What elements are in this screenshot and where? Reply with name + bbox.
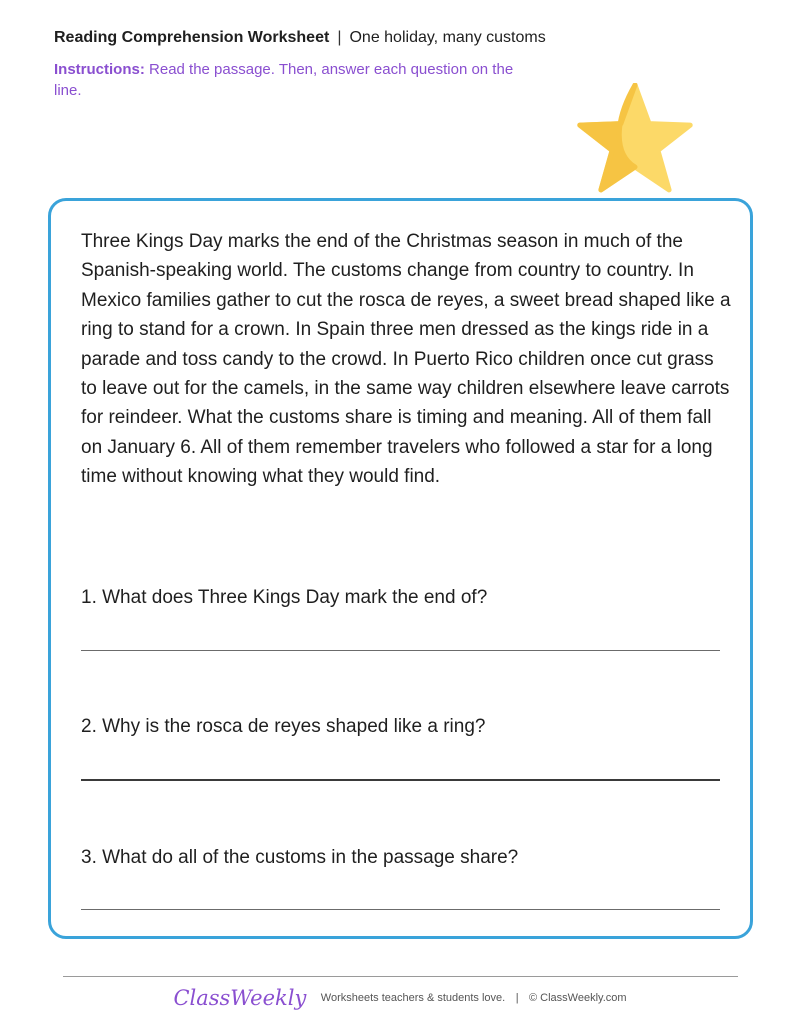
reading-passage: Three Kings Day marks the end of the Christmas season in much of the Spanish-speaking world. The customs change from country to country. In Mexico families gather to cut the rosca de reyes, a sweet bread shaped like a ring to stand for a crown. In Spain three men dressed as the kings ride in a parade and toss candy to the crowd. In Puerto Rico children once cut grass to leave out for the camels, in the same way children elsewhere leave carrots for reindeer. What the customs share is timing and meaning. All of them fall on January 6. All of them remember travelers who followed a star for a long time without knowing what they would find.	[81, 231, 731, 488]
passage-card	[48, 198, 753, 939]
brand-logo: ClassWeekly	[173, 986, 307, 1010]
answer-line-2[interactable]	[81, 779, 720, 781]
worksheet-header	[54, 27, 546, 49]
footer	[0, 986, 800, 1010]
instructions	[54, 59, 514, 101]
answer-line-1[interactable]	[81, 650, 720, 651]
question-3: 3. What do all of the customs in the passage share?	[81, 847, 519, 868]
worksheet-subtitle: One holiday, many customs	[349, 29, 546, 46]
footer-divider	[63, 976, 738, 977]
footer-tagline: Worksheets teachers & students love.	[320, 992, 506, 1004]
star-icon	[575, 83, 695, 195]
instructions-label: Instructions:	[54, 61, 145, 78]
footer-separator: |	[515, 992, 519, 1004]
worksheet-title: Reading Comprehension Worksheet	[54, 29, 330, 46]
footer-copyright: © ClassWeekly.com	[529, 992, 627, 1004]
question-1: 1. What does Three Kings Day mark the end of?	[81, 587, 488, 608]
question-2: 2. Why is the rosca de reyes shaped like a ring?	[81, 716, 486, 737]
header-separator: |	[337, 29, 342, 46]
instructions-text: Read the passage. Then, answer each question on the line.	[54, 61, 514, 99]
answer-line-3[interactable]	[81, 909, 720, 910]
